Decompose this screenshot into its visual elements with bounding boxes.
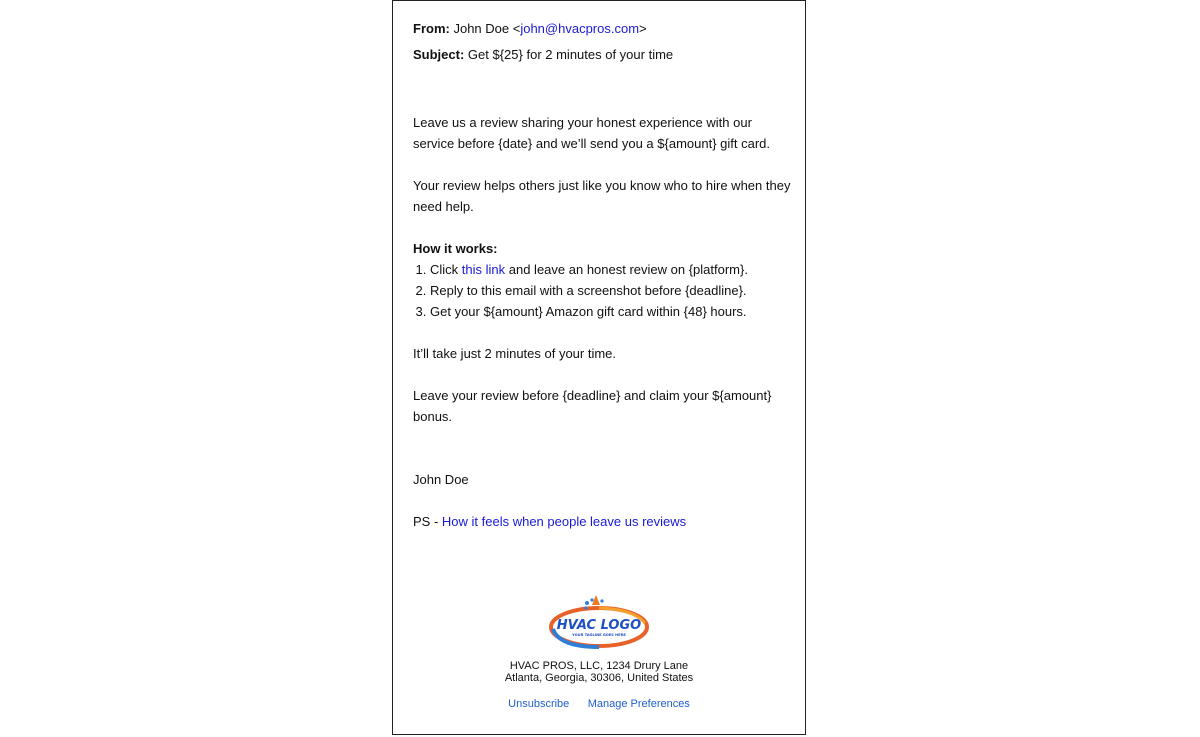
subject-line [413,44,673,65]
step-2: 2. Reply to this email with a screenshot before {deadline}. [430,280,810,301]
logo-tagline: YOUR TAGLINE GOES HERE [572,633,626,637]
logo-text: HVAC LOGO [556,618,642,633]
body-paragraph-1: Leave us a review sharing your honest experience with our service before {date} and we’ll send you a ${amount} gift card. [413,115,771,151]
how-it-works-heading [413,238,498,259]
ps-label: PS - [413,514,442,529]
email-preview [392,0,806,735]
company-address [393,660,805,684]
address-line-1: HVAC PROS, LLC, 1234 Drury Lane [509,660,689,672]
address-line-2: Atlanta, Georgia, 30306, United States [504,672,694,684]
from-email-link[interactable]: john@hvacpros.com [520,21,640,36]
body-paragraph-4: Leave your review before {deadline} and claim your ${amount} bonus. [413,388,772,424]
step-1 [430,259,810,280]
body-paragraph-2: Your review helps others just like you know who to hire when they need help. [413,178,791,214]
from-name: John Doe < [453,21,521,36]
ps-link[interactable]: How it feels when people leave us reviews [441,514,687,529]
hvac-logo-icon [547,591,651,653]
from-line [413,18,647,39]
subject-text: Get ${25} for 2 minutes of your time [467,47,674,62]
subject-label: Subject: [413,47,465,62]
unsubscribe-link[interactable]: Unsubscribe [508,698,570,710]
body-paragraph-3: It’ll take just 2 minutes of your time. [413,346,617,361]
from-close: > [639,21,647,36]
review-link[interactable]: this link [461,262,506,277]
step-3: 3. Get your ${amount} Amazon gift card within {48} hours. [430,301,810,322]
company-logo [393,591,805,658]
from-label: From: [413,21,450,36]
manage-preferences-link[interactable]: Manage Preferences [587,698,690,710]
step-1-post: and leave an honest review on {platform}. [505,262,748,277]
how-it-works-title: How it works: [413,241,498,256]
steps-list [413,259,810,322]
footer-links [393,694,805,712]
ps-line [413,511,686,532]
signature: John Doe [413,472,469,487]
step-1-pre: Click [430,262,462,277]
